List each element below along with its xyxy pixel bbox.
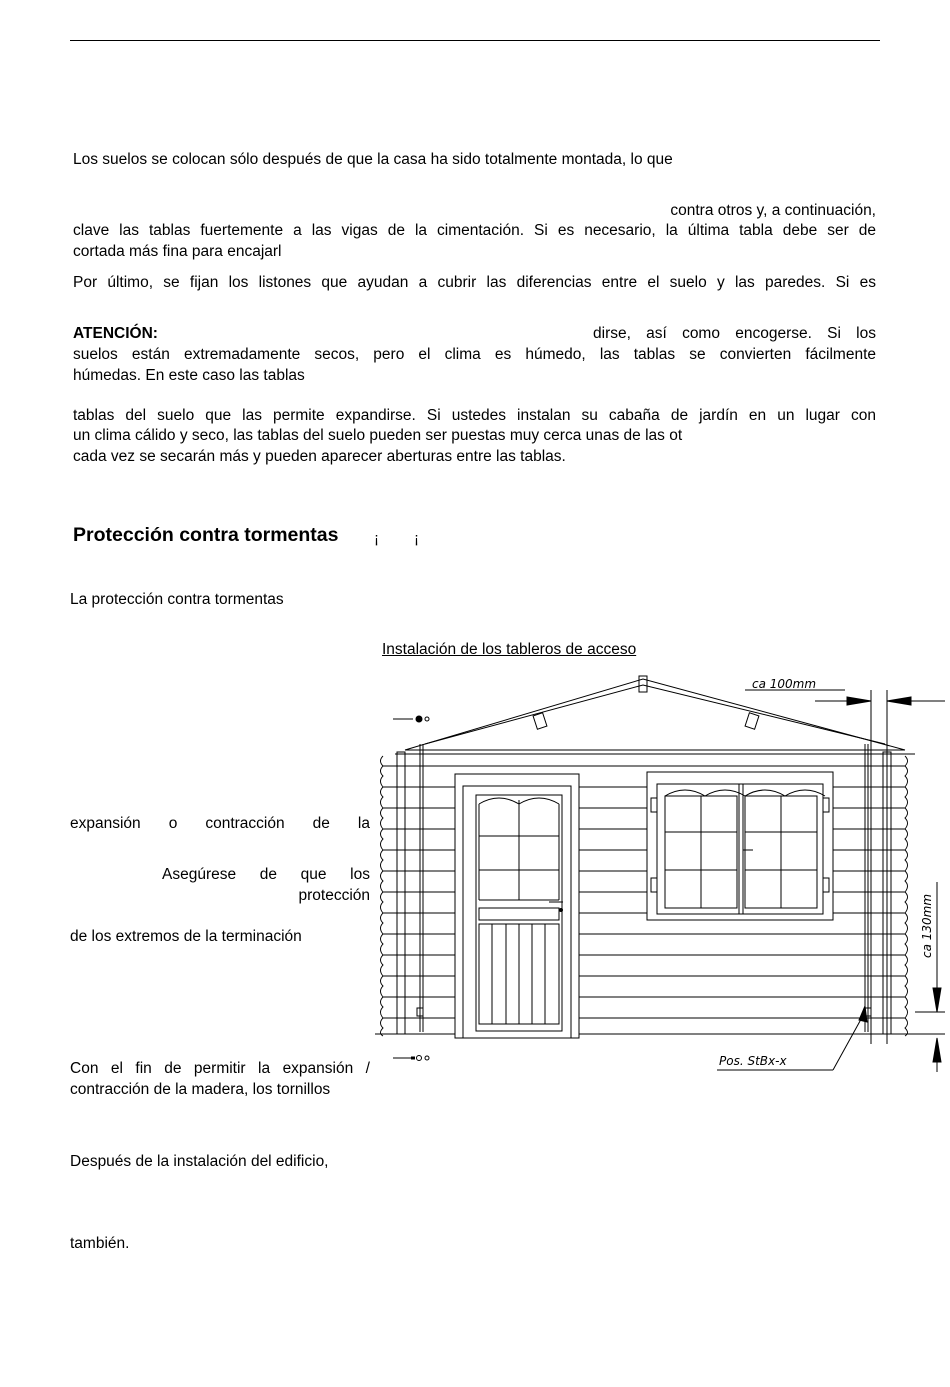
left-col-line-7: Después de la instalación del edificio, <box>70 1153 329 1170</box>
door <box>455 774 579 1038</box>
header-rule <box>70 40 880 41</box>
screw-icon-bottom <box>393 1056 429 1061</box>
floor-paragraph-5-line-3: cada vez se secarán más y pueden aparecer aberturas entre las tablas. <box>73 448 566 465</box>
cabin-front-drawing <box>375 672 945 1102</box>
floor-paragraph-1: Los suelos se colocan sólo después de que la casa ha sido totalmente montada, lo que <box>73 151 673 168</box>
dimension-side-label: ca 130mm <box>920 893 934 958</box>
heading-mark-1: ¡ <box>374 530 379 547</box>
left-col-line-5: Con el fin de permitir la expansión / <box>70 1060 370 1077</box>
floor-paragraph-2-line-3: cortada más fina para encajarl <box>73 243 282 260</box>
floor-paragraph-2-line-2: clave las tablas fuertemente a las vigas de la cimentación. Si es necesario, la última tabla debe ser de <box>73 222 876 239</box>
floor-paragraph-2-line-1: contra otros y, a continuación, <box>670 202 876 219</box>
storm-protection-left <box>397 744 423 1034</box>
dimension-top-label: ca 100mm <box>752 677 817 691</box>
part-label: Pos. StBx-x <box>719 1054 787 1068</box>
roof-outline <box>395 676 915 754</box>
left-col-line-1: expansión o contracción de la <box>70 815 370 832</box>
left-col-line-3: protección <box>298 887 370 904</box>
storm-intro: La protección contra tormentas <box>70 591 284 608</box>
left-col-line-2: Asegúrese de que los <box>162 866 370 883</box>
heading-mark-2: ¡ <box>414 530 419 547</box>
attention-line-1: dirse, así como encogerse. Si los <box>593 325 876 342</box>
attention-line-2: suelos están extremadamente secos, pero el clima es húmedo, las tablas se convierten fácilmente <box>73 346 876 363</box>
left-col-line-8: también. <box>70 1235 130 1252</box>
storm-protection-heading: Protección contra tormentas <box>73 524 339 546</box>
floor-paragraph-5-line-1: tablas del suelo que las permite expandirse. Si ustedes instalan su cabaña de jardín en un lugar con <box>73 407 876 424</box>
screw-icon-top <box>393 716 429 722</box>
part-leader <box>717 1006 867 1070</box>
window <box>647 772 833 920</box>
dimension-side <box>915 882 945 1072</box>
floor-paragraph-3: Por último, se fijan los listones que ayudan a cubrir las diferencias entre el suelo y las paredes. Si es <box>73 274 876 291</box>
left-col-line-6: contracción de la madera, los tornillos <box>70 1081 331 1098</box>
left-col-line-4: de los extremos de la terminación <box>70 928 302 945</box>
floor-paragraph-5-line-2: un clima cálido y seco, las tablas del suelo pueden ser puestas muy cerca unas de las ot <box>73 427 683 444</box>
attention-label: ATENCIÓN: <box>73 325 158 342</box>
attention-line-3: húmedas. En este caso las tablas <box>73 367 305 384</box>
figure-caption: Instalación de los tableros de acceso <box>382 641 637 658</box>
